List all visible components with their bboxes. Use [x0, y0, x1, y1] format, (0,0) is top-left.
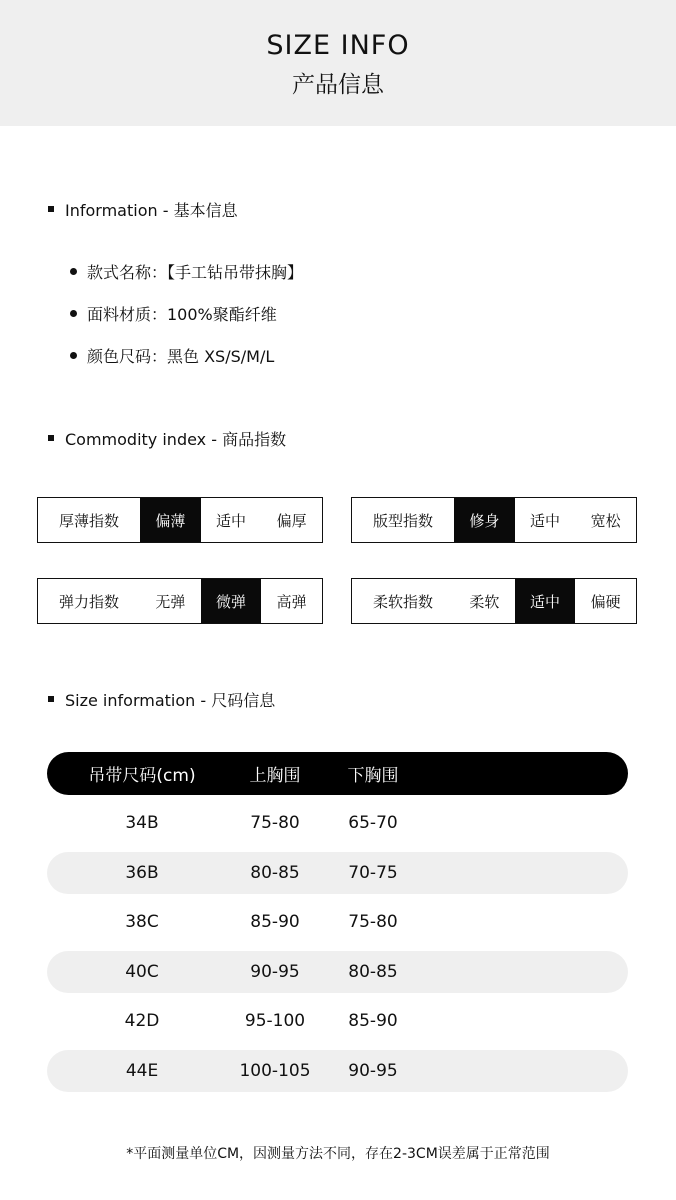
- table-cell-size: 38C: [125, 912, 159, 932]
- table-cell-upper-bust: 75-80: [250, 813, 300, 833]
- info-item-text: 面料材质：100%聚酯纤维: [87, 304, 277, 324]
- index-option: 适中: [530, 511, 561, 530]
- column-header: 吊带尺码(cm): [88, 766, 196, 786]
- page-subtitle: 产品信息: [292, 72, 384, 98]
- index-softness: [351, 578, 637, 624]
- page-title: SIZE INFO: [266, 30, 410, 61]
- index-label: 弹力指数: [58, 592, 119, 611]
- index-option: 高弹: [276, 592, 307, 611]
- table-cell-under-bust: 90-95: [348, 1061, 398, 1081]
- index-option: 修身: [454, 498, 515, 542]
- info-item-text: 款式名称：【手工钻吊带抹胸】: [87, 262, 304, 282]
- dot-bullet-icon: [70, 268, 77, 275]
- index-option: 适中: [216, 511, 247, 530]
- column-header: 上胸围: [249, 766, 301, 786]
- section-heading-commodity: [48, 427, 286, 449]
- square-bullet-icon: [48, 696, 54, 702]
- index-option: 无弹: [155, 592, 186, 611]
- index-label: 厚薄指数: [58, 511, 119, 530]
- measurement-footnote: *平面测量单位CM，因测量方法不同，存在2-3CM误差属于正常范围: [126, 1146, 550, 1162]
- table-cell-upper-bust: 95-100: [244, 1011, 306, 1031]
- index-option: 偏薄: [140, 498, 201, 542]
- index-thickness: [37, 497, 323, 543]
- table-row: [47, 852, 628, 894]
- table-cell-size: 42D: [124, 1011, 160, 1031]
- square-bullet-icon: [48, 206, 54, 212]
- section-heading-information: [48, 198, 238, 220]
- index-option: 适中: [515, 579, 576, 623]
- table-row: [47, 1000, 628, 1042]
- table-cell-under-bust: 85-90: [348, 1011, 398, 1031]
- table-cell-size: 36B: [125, 863, 159, 883]
- table-cell-upper-bust: 85-90: [250, 912, 300, 932]
- table-cell-size: 44E: [125, 1061, 159, 1081]
- index-fit: [351, 497, 637, 543]
- table-cell-upper-bust: 80-85: [250, 863, 300, 883]
- index-option: 微弹: [201, 579, 262, 623]
- table-cell-size: 34B: [125, 813, 159, 833]
- index-option: 偏硬: [590, 592, 621, 611]
- index-label: 版型指数: [372, 511, 433, 530]
- index-elasticity: [37, 578, 323, 624]
- table-cell-under-bust: 65-70: [348, 813, 398, 833]
- section-heading-size: [48, 688, 275, 710]
- table-row: [47, 901, 628, 943]
- info-item: [70, 302, 277, 324]
- table-row: [47, 951, 628, 993]
- column-header: 下胸围: [347, 766, 399, 786]
- section-heading-label: Information - 基本信息: [65, 200, 238, 220]
- dot-bullet-icon: [70, 352, 77, 359]
- section-heading-label: Size information - 尺码信息: [65, 690, 276, 710]
- table-cell-upper-bust: 100-105: [239, 1061, 311, 1081]
- info-item: [70, 344, 274, 366]
- size-table-header: [47, 752, 628, 795]
- table-cell-under-bust: 70-75: [348, 863, 398, 883]
- table-cell-under-bust: 75-80: [348, 912, 398, 932]
- header-banner: [0, 0, 676, 126]
- table-cell-under-bust: 80-85: [348, 962, 398, 982]
- index-label: 柔软指数: [372, 592, 433, 611]
- index-option: 柔软: [469, 592, 500, 611]
- section-heading-label: Commodity index - 商品指数: [65, 429, 287, 449]
- table-cell-size: 40C: [125, 962, 159, 982]
- index-option: 偏厚: [276, 511, 307, 530]
- info-item: [70, 260, 303, 282]
- index-option: 宽松: [590, 511, 621, 530]
- dot-bullet-icon: [70, 310, 77, 317]
- table-row: [47, 1050, 628, 1092]
- table-cell-upper-bust: 90-95: [250, 962, 300, 982]
- info-item-text: 颜色尺码：黑色 XS/S/M/L: [87, 346, 275, 366]
- square-bullet-icon: [48, 435, 54, 441]
- table-row: [47, 802, 628, 844]
